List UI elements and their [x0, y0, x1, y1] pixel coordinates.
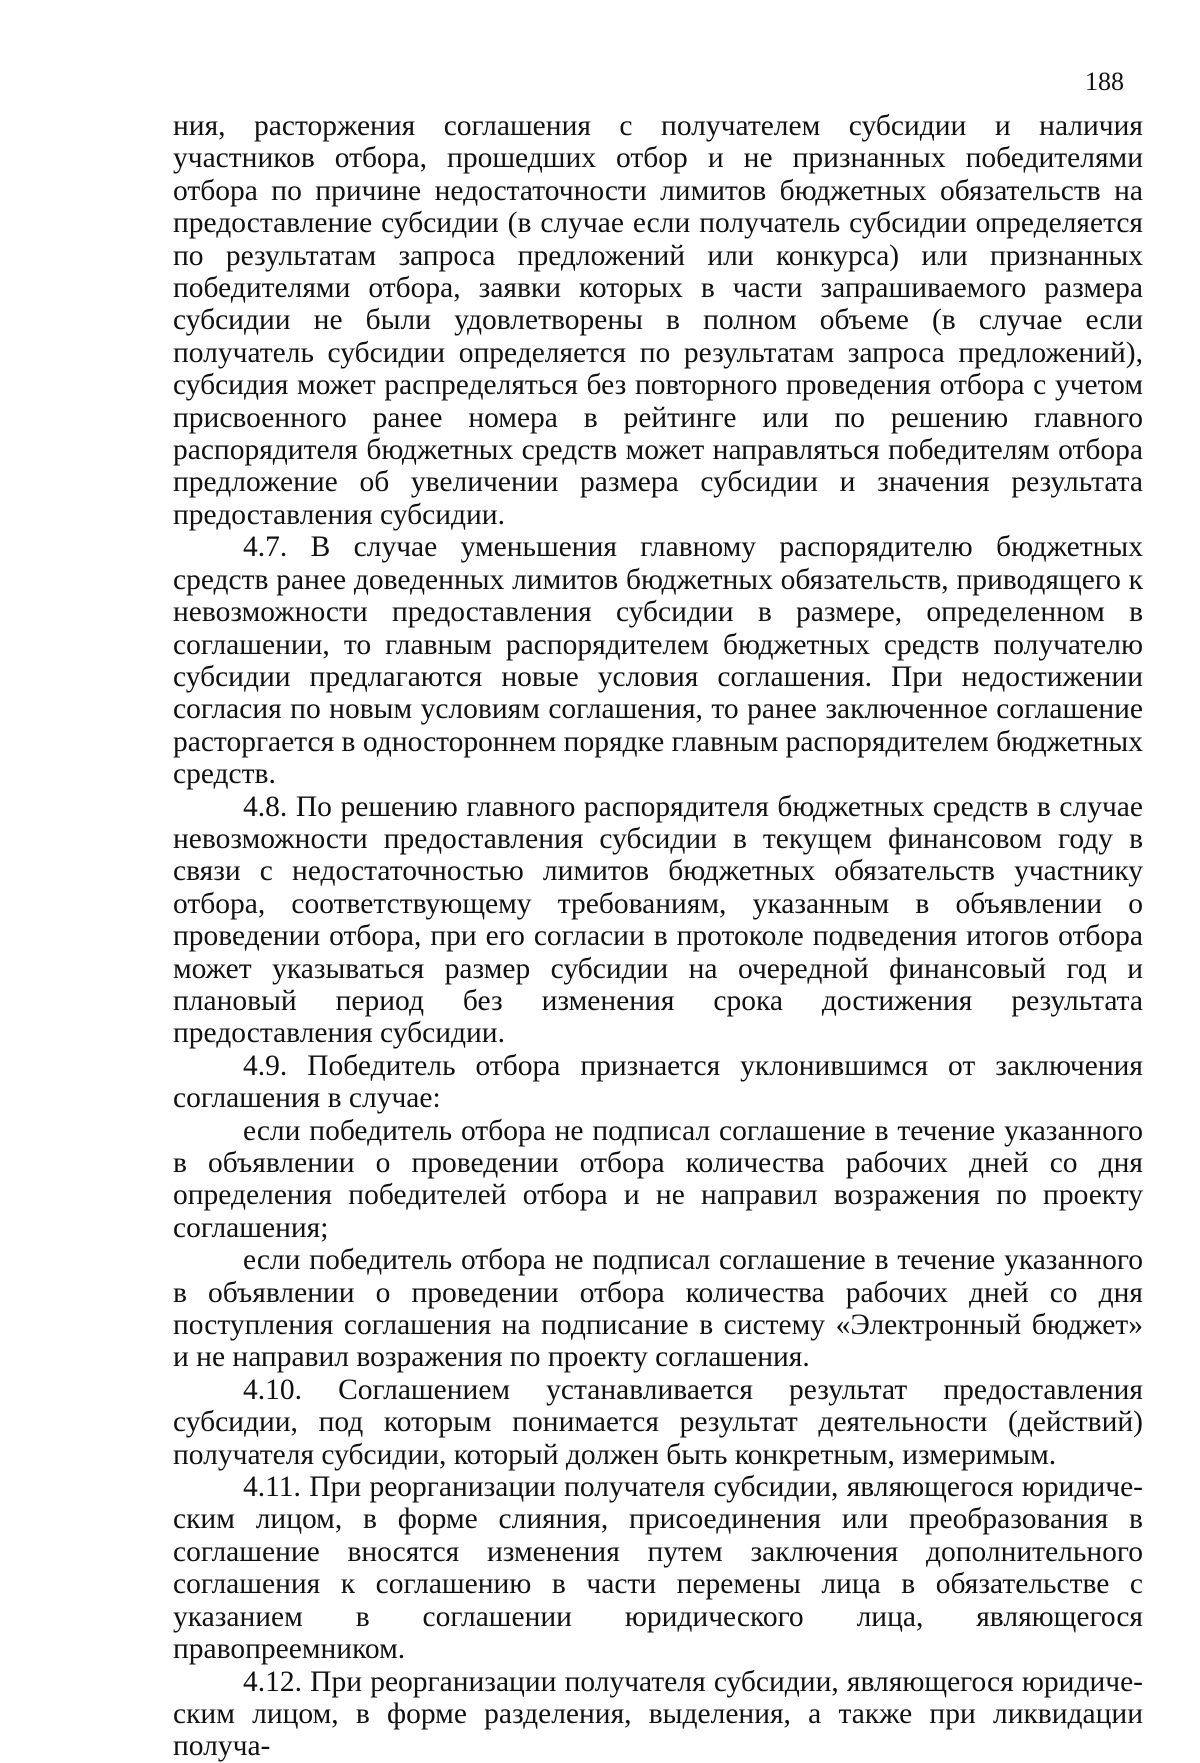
paragraph-4-7: 4.7. В случае уменьшения главному распорядителю бюджетных средств ранее доведенных лимитов бюджетных обязательств, приводящего к невозможности предоставления субсидии в размере, определенном в соглашении, то главным распорядителем бюджетных средств получателю субсидии предлагаются новые условия соглашения. При недостижении согласия по новым условиям соглашения, то ранее заключенное соглашение расторгается в одностороннем порядке главным распорядителем бюджетных средств. — [173, 531, 1143, 791]
paragraph-4-9-case-1: если победитель отбора не подписал соглашение в течение указанного в объявлении о проведении отбора количества рабочих дней со дня определения победителей отбора и не направил возражения по проекту соглашения; — [173, 1114, 1143, 1244]
paragraph-4-8: 4.8. По решению главного распорядителя бюджетных средств в случае невозможности предоставления субсидии в текущем финансовом году в связи с недостаточностью лимитов бюджетных обязательств участнику отбора, соответствующему требованиям, указанным в объявлении о проведении отбора, при его согласии в протоколе подведения итогов отбора может указываться размер субсидии на очередной финансовый год и плановый период без изменения срока достижения результата предоставления субсидии. — [173, 790, 1143, 1050]
paragraph-4-12: 4.12. При реорганизации получателя субсидии, являющегося юридическим лицом, в форме разделения, выделения, а также при ликвидации получа- — [173, 1665, 1143, 1763]
document-body — [173, 110, 1143, 1763]
page-number: 188 — [1085, 67, 1124, 96]
paragraph-4-9-case-2: если победитель отбора не подписал соглашение в течение указанного в объявлении о проведении отбора количества рабочих дней со дня поступления соглашения на подписание в систему «Электронный бюджет» и не направил возражения по проекту соглашения. — [173, 1244, 1143, 1374]
paragraph-4-10: 4.10. Соглашением устанавливается результат предоставления субсидии, под которым понимается результат деятельности (действий) получателя субсидии, который должен быть конкретным, измеримым. — [173, 1373, 1143, 1471]
paragraph-4-11: 4.11. При реорганизации получателя субсидии, являющегося юридическим лицом, в форме слияния, присоединения или преобразования в соглашение вносятся изменения путем заключения дополнительного соглашения к соглашению в части перемены лица в обязательстве с указанием в соглашении юридического лица, являющегося правопреемником. — [173, 1471, 1143, 1666]
paragraph-continuation: ния, расторжения соглашения с получателем субсидии и наличия участников отбора, прошедших отбор и не признанных победителями отбора по причине недостаточности лимитов бюджетных обязательств на предоставление субсидии (в случае если получатель субсидии определяется по результатам запроса предложений или конкурса) или признанных победителями отбора, заявки которых в части запрашиваемого размера субсидии не были удовлетворены в полном объеме (в случае если получатель субсидии определяется по результатам запроса предложений), субсидия может распределяться без повторного проведения отбора с учетом присвоенного ранее номера в рейтинге или по решению главного распорядителя бюджетных средств может направляться победителям отбора предложение об увеличении размера субсидии и значения результата предоставления субсидии. — [173, 110, 1143, 531]
paragraph-4-9: 4.9. Победитель отбора признается уклонившимся от заключения соглашения в случае: — [173, 1049, 1143, 1115]
